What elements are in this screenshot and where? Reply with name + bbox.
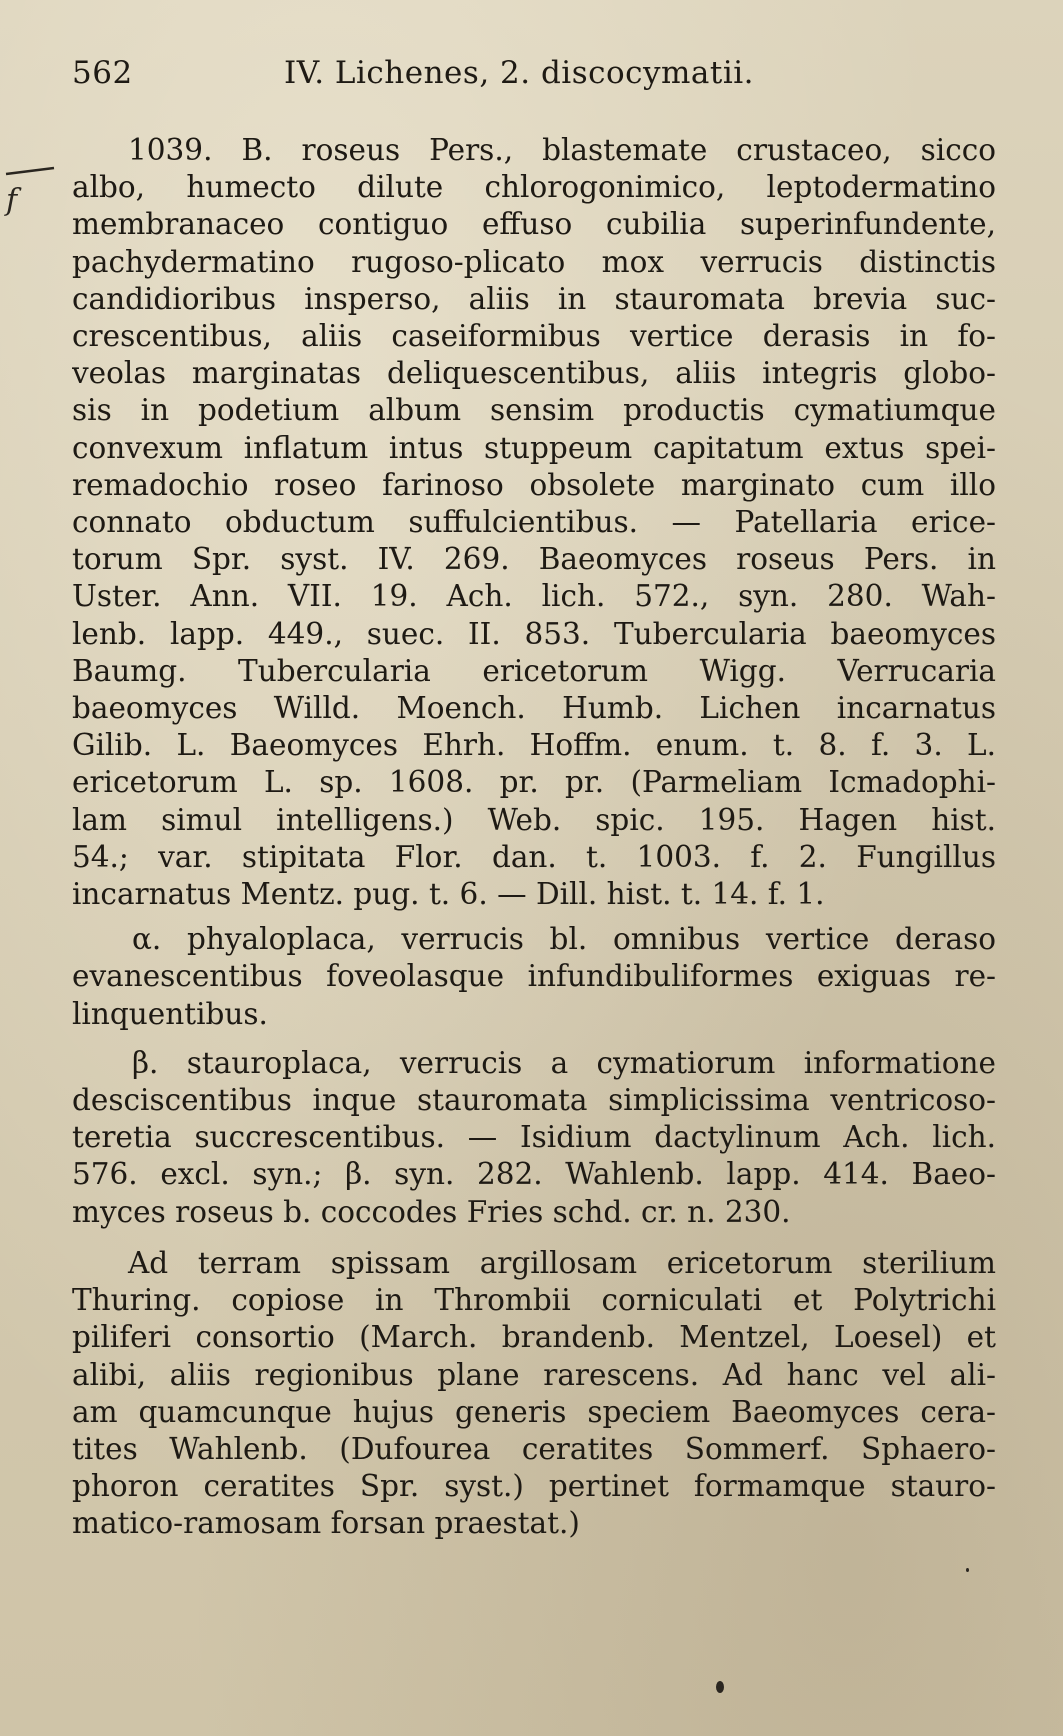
text-line: sis in podetium album sensim productis cymatiumque	[72, 393, 996, 428]
text-line: evanescentibus foveolasque infundibuliformes exiguas re-	[72, 959, 996, 994]
text-line: connato obductum suffulcientibus. — Patellaria erice-	[72, 505, 996, 540]
species-entry-paragraph	[72, 132, 996, 913]
text-line: teretia succrescentibus. — Isidium dactylinum Ach. lich.	[72, 1120, 996, 1155]
text-line: alibi, aliis regionibus plane rarescens. Ad hanc vel ali-	[72, 1357, 996, 1392]
text-line: phoron ceratites Spr. syst.) pertinet formamque stauro-	[72, 1469, 996, 1504]
text-line: veolas marginatas deliquescentibus, aliis integris globo-	[72, 356, 996, 391]
body-text	[72, 132, 996, 1543]
text-line: linquentibus.	[72, 996, 268, 1031]
text-line: Uster. Ann. VII. 19. Ach. lich. 572., syn. 280. Wah-	[72, 579, 996, 614]
text-line: baeomyces Willd. Moench. Humb. Lichen incarnatus	[72, 691, 996, 726]
text-line: candidioribus insperso, aliis in stauromata brevia suc-	[72, 281, 996, 316]
text-line: desciscentibus inque stauromata simplicissima ventricoso-	[72, 1083, 996, 1118]
text-line: membranaceo contiguo effuso cubilia superinfundente,	[72, 207, 996, 242]
text-line: piliferi consortio (March. brandenb. Mentzel, Loesel) et	[72, 1320, 996, 1355]
ink-speck	[716, 1681, 724, 1693]
text-line: myces roseus b. coccodes Fries schd. cr. n. 230.	[72, 1194, 791, 1229]
margin-annotation-text: f	[6, 183, 18, 218]
text-line: 54.; var. stipitata Flor. dan. t. 1003. f. 2. Fungillus	[72, 839, 996, 874]
text-line: incarnatus Mentz. pug. t. 6. — Dill. hist. t. 14. f. 1.	[72, 877, 825, 912]
margin-annotation-mark	[2, 160, 58, 220]
text-line: torum Spr. syst. IV. 269. Baeomyces roseus Pers. in	[72, 542, 996, 577]
text-line: crescentibus, aliis caseiformibus vertice derasis in fo-	[72, 319, 996, 354]
text-line: Baumg. Tubercularia ericetorum Wigg. Verrucaria	[72, 653, 996, 688]
running-title: IV. Lichenes, 2. discocymatii.	[284, 55, 755, 91]
habitat-paragraph	[72, 1245, 996, 1543]
text-line: pachydermatino rugoso-plicato mox verrucis distinctis	[72, 244, 996, 279]
text-line: 1039. B. roseus Pers., blastemate crustaceo, sicco	[128, 133, 996, 167]
text-line: Thuring. copiose in Thrombii corniculati et Polytrichi	[72, 1283, 996, 1318]
text-line: lenb. lapp. 449., suec. II. 853. Tubercularia baeomyces	[72, 616, 996, 651]
text-line: β. stauroplaca, verrucis a cymatiorum informatione	[132, 1045, 996, 1080]
text-line: tites Wahlenb. (Dufourea ceratites Sommerf. Sphaero-	[72, 1431, 996, 1466]
text-line: remadochio roseo farinoso obsolete marginato cum illo	[72, 467, 996, 502]
ink-speck	[966, 1568, 969, 1572]
text-line: Ad terram spissam argillosam ericetorum sterilium	[128, 1245, 996, 1280]
page-header	[72, 55, 992, 101]
text-line: am quamcunque hujus generis speciem Baeomyces cera-	[72, 1394, 996, 1429]
variety-alpha-paragraph	[72, 921, 996, 1033]
text-line: ericetorum L. sp. 1608. pr. pr. (Parmeliam Icmadophi-	[72, 765, 996, 800]
page-number: 562	[72, 55, 133, 91]
text-line: α. phyaloplaca, verrucis bl. omnibus vertice deraso	[132, 922, 996, 957]
text-line: lam simul intelligens.) Web. spic. 195. Hagen hist.	[72, 802, 996, 837]
text-line: albo, humecto dilute chlorogonimico, leptodermatino	[72, 170, 996, 205]
text-line: Gilib. L. Baeomyces Ehrh. Hoffm. enum. t. 8. f. 3. L.	[72, 728, 996, 763]
text-line: matico-ramosam forsan praestat.)	[72, 1506, 580, 1541]
text-line: convexum inflatum intus stuppeum capitatum extus spei-	[72, 430, 996, 465]
variety-beta-paragraph	[72, 1045, 996, 1231]
text-line: 576. excl. syn.; β. syn. 282. Wahlenb. lapp. 414. Baeo-	[72, 1157, 996, 1192]
